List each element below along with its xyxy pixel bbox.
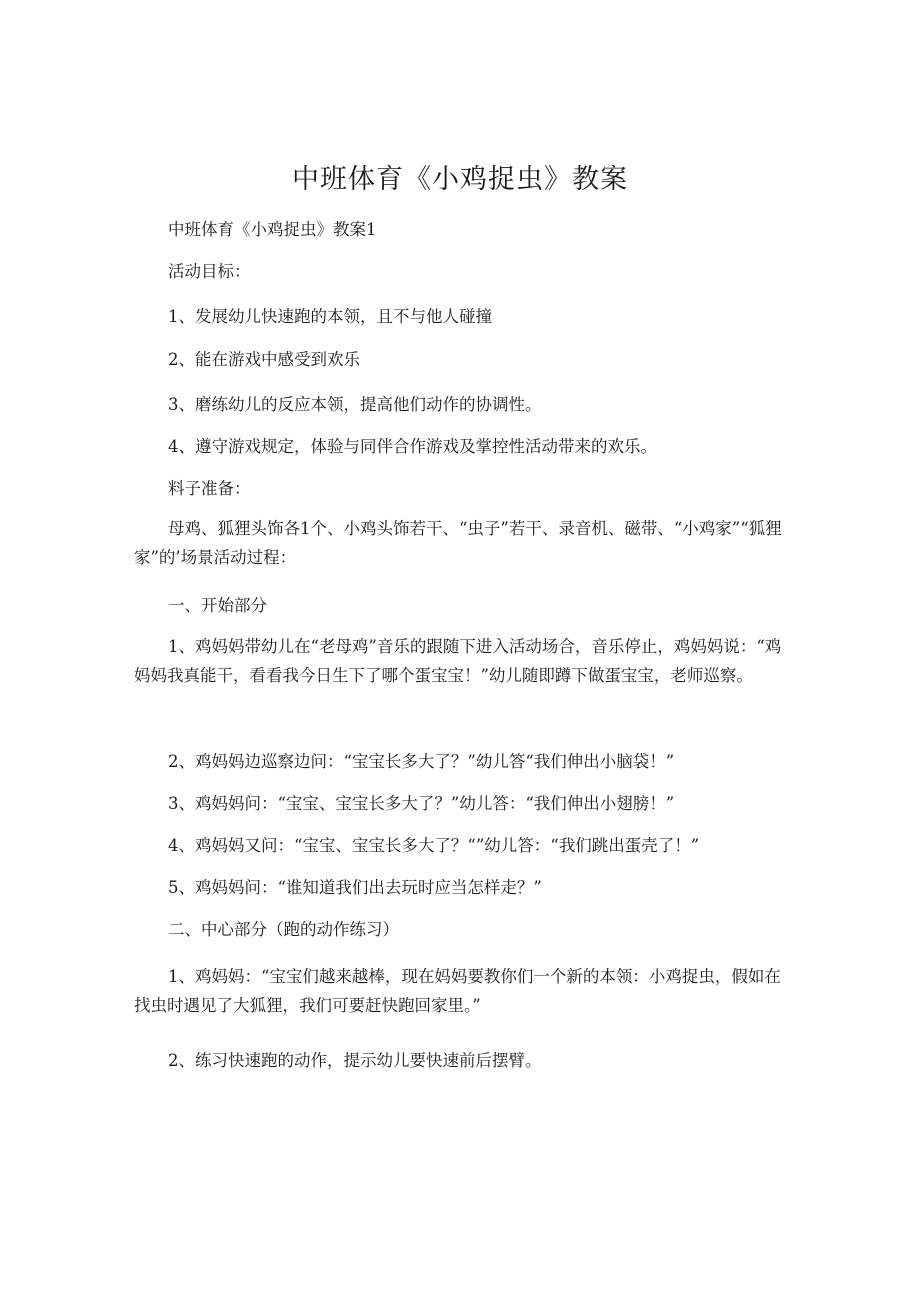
part1-item-1: 1、鸡妈妈带幼儿在“老母鸡”音乐的跟随下进入活动场合，音乐停止，鸡妈妈说：“鸡妈妈我真能干，看看我今日生下了哪个蛋宝宝！”幼儿随即蹲下做蛋宝宝，老师巡察。 — [134, 637, 782, 685]
part1-item-5: 5、鸡妈妈问：“谁知道我们出去玩时应当怎样走？” — [168, 878, 542, 897]
goal-item: 4、遵守游戏规定，体验与同伴合作游戏及掌控性活动带来的欢乐。 — [168, 437, 657, 456]
document-title: 中班体育《小鸡捉虫》教案 — [292, 164, 628, 195]
part2-item-1: 1、鸡妈妈：“宝宝们越来越棒，现在妈妈要教你们一个新的本领：小鸡捉虫，假如在找虫时遇见了大狐狸，我们可要赶快跑回家里。” — [134, 967, 781, 1015]
part2-item-2: 2、练习快速跑的动作，提示幼儿要快速前后摆臂。 — [168, 1051, 542, 1070]
goals-heading: 活动目标： — [168, 262, 251, 281]
goal-item: 2、能在游戏中感受到欢乐 — [168, 350, 360, 369]
part1-item-4: 4、鸡妈妈又问：“宝宝、宝宝长多大了？“”幼儿答：“我们跳出蛋壳了！” — [168, 836, 700, 855]
goal-item: 3、磨练幼儿的反应本领，提高他们动作的协调性。 — [168, 395, 542, 414]
materials-paragraph: 母鸡、狐狸头饰各1个、小鸡头饰若干、“虫子”若干、录音机、磁带、“小鸡家”“狐狸家”的’场景活动过程： — [134, 519, 782, 567]
part1-item-3: 3、鸡妈妈问：“宝宝、宝宝长多大了？”幼儿答：“我们伸出小翅膀！” — [168, 794, 675, 813]
part2-heading: 二、中心部分（跑的动作练习） — [168, 920, 399, 939]
materials-heading: 料子准备： — [168, 479, 251, 498]
document-subtitle: 中班体育《小鸡捉虫》教案1 — [168, 220, 377, 239]
part1-heading: 一、开始部分 — [168, 596, 267, 615]
part1-item-2: 2、鸡妈妈边巡察边问：“宝宝长多大了？”幼儿答“我们伸出小脑袋！” — [168, 752, 675, 771]
goal-item: 1、发展幼儿快速跑的本领，且不与他人碰撞 — [168, 307, 492, 326]
